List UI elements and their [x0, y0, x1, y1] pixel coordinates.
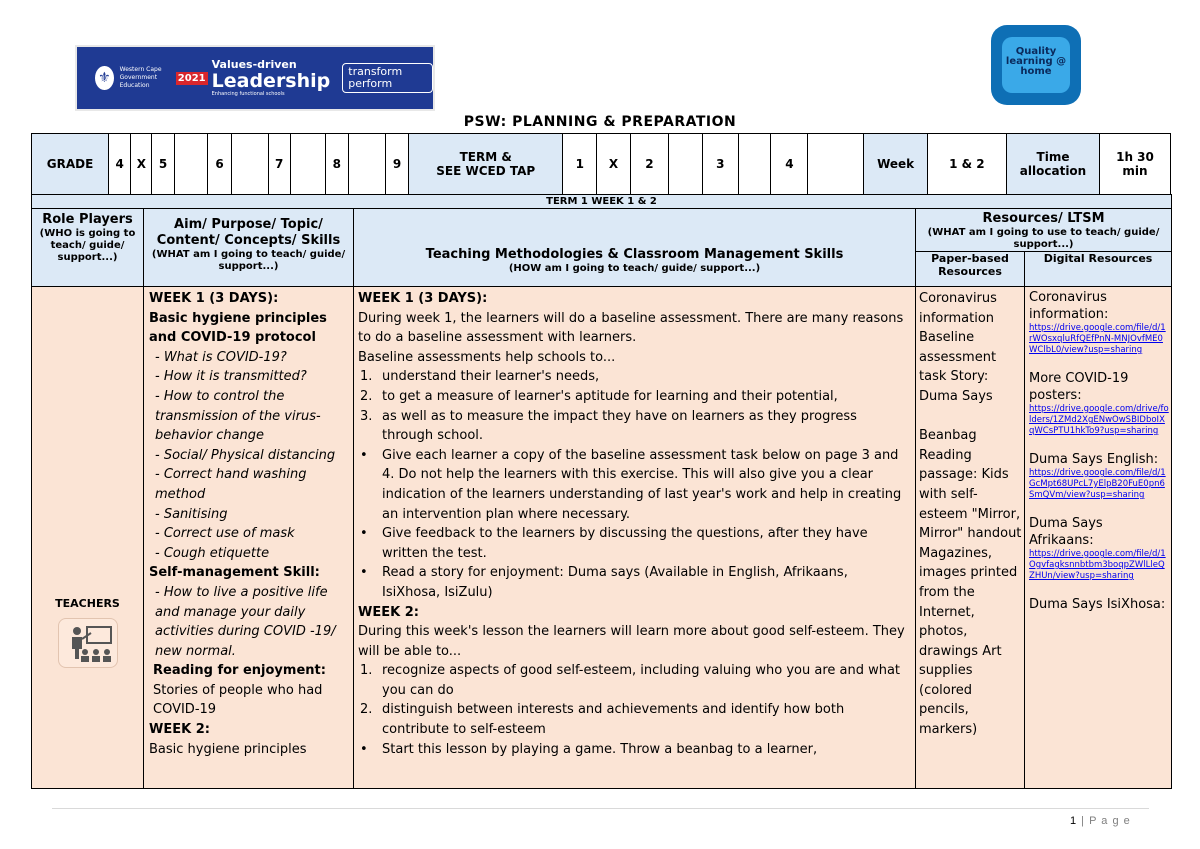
- resources-heading: Resources/ LTSM: [982, 211, 1105, 226]
- grade-table: [31, 133, 1171, 195]
- role-player-label: TEACHERS: [55, 597, 120, 610]
- digital-label: Coronavirus information:: [1029, 290, 1109, 322]
- role-subheading: (WHO is going to teach/ guide/ support...): [39, 228, 136, 263]
- aim-item: - Cough etiquette: [155, 545, 270, 561]
- aim-item: - Correct hand washing method: [155, 467, 307, 502]
- digital-label: Duma Says Afrikaans:: [1029, 516, 1103, 548]
- week-label: Week: [864, 134, 927, 195]
- method-paragraph: During week 1, the learners will do a baseline assessment. There are many reasons to do a baseline assessment with learners.: [358, 310, 904, 346]
- aim-week2-title: WEEK 2:: [149, 722, 210, 738]
- method-numbered-list: [358, 661, 909, 739]
- aim-week2-text: Basic hygiene principles: [149, 741, 307, 757]
- digital-link[interactable]: https://drive.google.com/file/d/1rWOsxqluRfQEfPnN-MNJOvfME0WClbL0/view?usp=sharing: [1029, 323, 1166, 355]
- aim-cell: [144, 287, 354, 789]
- term-label-line1: TERM &: [459, 150, 512, 164]
- page-number-value: 1: [1070, 815, 1078, 827]
- method-week1-title: WEEK 1 (3 DAYS):: [358, 291, 488, 306]
- list-item: • Start this lesson by playing a game. Throw a beanbag to a learner,: [360, 741, 818, 757]
- term-1-mark: X: [597, 134, 631, 195]
- aim-item: - How it is transmitted?: [155, 369, 307, 385]
- list-item: 3. as well as to measure the impact they have on learners as they progress through school.: [360, 408, 857, 444]
- term-2: 2: [630, 134, 668, 195]
- method-bullet-list: [358, 740, 909, 760]
- banner-line1: Values-driven: [211, 58, 297, 71]
- banner-transform-perform: transform perform: [342, 63, 433, 93]
- planning-table: [31, 194, 1172, 789]
- time-value-line1: 1h 30: [1116, 150, 1154, 164]
- grade-5: 5: [152, 134, 174, 195]
- header-methodologies: [354, 209, 916, 287]
- list-item: 1. recognize aspects of good self-esteem, including valuing who you are and what you can do: [360, 663, 901, 698]
- time-value-line2: min: [1122, 164, 1148, 178]
- term-2-mark: [668, 134, 702, 195]
- list-item: • Give feedback to the learners by discussing the questions, after they have written the test.: [360, 526, 868, 561]
- list-item: • Read a story for enjoyment: Duma says (Available in English, Afrikaans, IsiXhosa, IsiZulu): [360, 565, 848, 600]
- method-paragraph: Baseline assessments help schools to...: [358, 349, 616, 365]
- term-4: 4: [771, 134, 808, 195]
- aim-item: - Sanitising: [155, 506, 228, 522]
- time-label-line1: Time: [1036, 150, 1070, 164]
- method-heading: Teaching Methodologies & Classroom Management Skills: [425, 247, 844, 262]
- page-number: [1070, 815, 1131, 827]
- term-label-line2: SEE WCED TAP: [436, 164, 536, 178]
- banner-line2: Leadership: [211, 70, 331, 92]
- term-3-mark: [738, 134, 771, 195]
- term-4-mark: [808, 134, 864, 195]
- digital-link[interactable]: https://drive.google.com/file/d/1GcMpt68UPcL7yElpB20FuE0pn6SmQVm/view?usp=sharing: [1029, 468, 1166, 500]
- digital-label: Duma Says English:: [1029, 452, 1159, 467]
- resources-subheading: (WHAT am I going to use to teach/ guide/ support...): [927, 227, 1160, 250]
- digital-label: Duma Says IsiXhosa:: [1029, 597, 1166, 612]
- list-item: 2. to get a measure of learner's aptitude for learning and their potential,: [360, 388, 838, 404]
- week-value: 1 & 2: [927, 134, 1006, 195]
- time-allocation-label: [1007, 134, 1100, 195]
- role-heading: Role Players: [42, 212, 133, 227]
- method-bullet-list: [358, 446, 909, 603]
- digital-link[interactable]: https://drive.google.com/drive/folders/1ZMd2XgENwOwSBIDboIXqWCsPTU1hkTo9?usp=sharing: [1029, 404, 1169, 436]
- header-role-players: [32, 209, 144, 287]
- quality-learning-logo: [991, 25, 1081, 105]
- aim-reading-text: Stories of people who had COVID-19: [153, 682, 323, 718]
- grade-8-mark: [348, 134, 385, 195]
- list-item: 1. understand their learner's needs,: [360, 369, 600, 385]
- aim-week1-title: WEEK 1 (3 DAYS):: [149, 291, 279, 306]
- method-numbered-list: [358, 367, 909, 445]
- time-allocation-value: [1100, 134, 1171, 195]
- coat-of-arms-icon: ⚜: [95, 66, 114, 90]
- banner-line3: Enhancing functional schools: [211, 91, 285, 97]
- aim-topic1: Basic hygiene principles and COVID-19 protocol: [149, 310, 327, 346]
- aim-item: - What is COVID-19?: [155, 349, 287, 365]
- digital-resources-cell: [1025, 287, 1172, 789]
- page-word: P a g e: [1089, 815, 1131, 827]
- methodology-cell: [354, 287, 916, 789]
- grade-4-mark: X: [131, 134, 152, 195]
- grade-5-mark: [174, 134, 208, 195]
- paper-resources-cell: [916, 287, 1025, 789]
- time-label-line2: allocation: [1019, 164, 1087, 178]
- aim-subheading: (WHAT am I going to teach/ guide/ support...): [151, 249, 346, 272]
- grade-6: 6: [208, 134, 231, 195]
- grade-4: 4: [109, 134, 131, 195]
- list-item: 2. distinguish between interests and achievements and identify how both contribute to self-esteem: [360, 702, 845, 738]
- method-week2-title: WEEK 2:: [358, 604, 419, 620]
- header-paper-resources: Paper-based Resources: [916, 252, 1025, 287]
- paper-resources-text: Coronavirus information Baseline assessment task Story: Duma Says Beanbag Reading passage: Kids with self-esteem "Mirror, Mirror" handout Magazines, images printed from the Internet, photos, drawings Art supplies (colored pencils, markers): [919, 291, 1022, 738]
- term-label: [409, 134, 563, 195]
- wced-leadership-banner: [75, 45, 435, 111]
- aim-item: - How to control the transmission of the virus-behavior change: [155, 388, 321, 444]
- grade-6-mark: [231, 134, 268, 195]
- aim-item: - Correct use of mask: [155, 526, 295, 542]
- aim-reading-title: Reading for enjoyment:: [153, 663, 326, 679]
- aim-skill-text: - How to live a positive life and manage your daily activities during COVID -19/ new normal.: [155, 584, 336, 659]
- header-aim: [144, 209, 354, 287]
- digital-label: More COVID-19 posters:: [1029, 371, 1129, 403]
- banner-gov: Western Cape Government Education: [119, 66, 162, 89]
- list-item: • Give each learner a copy of the baseline assessment task below on page 3 and 4. Do not help the learners with this exercise. This will also give you a clear indication of the learners understanding of last year's work and help in creating an intervention plan where necessary.: [360, 447, 902, 522]
- term-week-heading: TERM 1 WEEK 1 & 2: [32, 195, 1172, 209]
- footer-divider: [52, 808, 1149, 809]
- grade-label: GRADE: [32, 134, 109, 195]
- grade-9: 9: [385, 134, 408, 195]
- grade-7-mark: [290, 134, 325, 195]
- header-digital-resources: Digital Resources: [1025, 252, 1172, 287]
- banner-year: 2021: [177, 72, 206, 84]
- digital-link[interactable]: https://drive.google.com/file/d/1Ogvfagksnnbtbm3boqpZWlLleQZHUn/view?usp=sharing: [1029, 549, 1166, 581]
- header-resources: [916, 209, 1172, 252]
- page-sep: |: [1077, 815, 1090, 827]
- aim-skill-title: Self-management Skill:: [149, 565, 320, 581]
- method-subheading: (HOW am I going to teach/ guide/ support...): [508, 263, 761, 274]
- aim-item: - Social/ Physical distancing: [155, 447, 336, 463]
- aim-heading: Aim/ Purpose/ Topic/ Content/ Concepts/ Skills: [156, 217, 341, 248]
- method-paragraph: During this week's lesson the learners will learn more about good self-esteem. They will be able to...: [358, 624, 905, 659]
- banner-values-driven: [212, 59, 331, 97]
- teacher-classroom-icon: [58, 618, 118, 668]
- term-1: 1: [563, 134, 597, 195]
- grade-7: 7: [268, 134, 290, 195]
- page-title: PSW: PLANNING & PREPARATION: [463, 114, 737, 130]
- grade-8: 8: [325, 134, 348, 195]
- term-3: 3: [702, 134, 738, 195]
- role-player-cell: [32, 287, 144, 789]
- quality-learning-text: Quality learning @ home: [1002, 37, 1070, 93]
